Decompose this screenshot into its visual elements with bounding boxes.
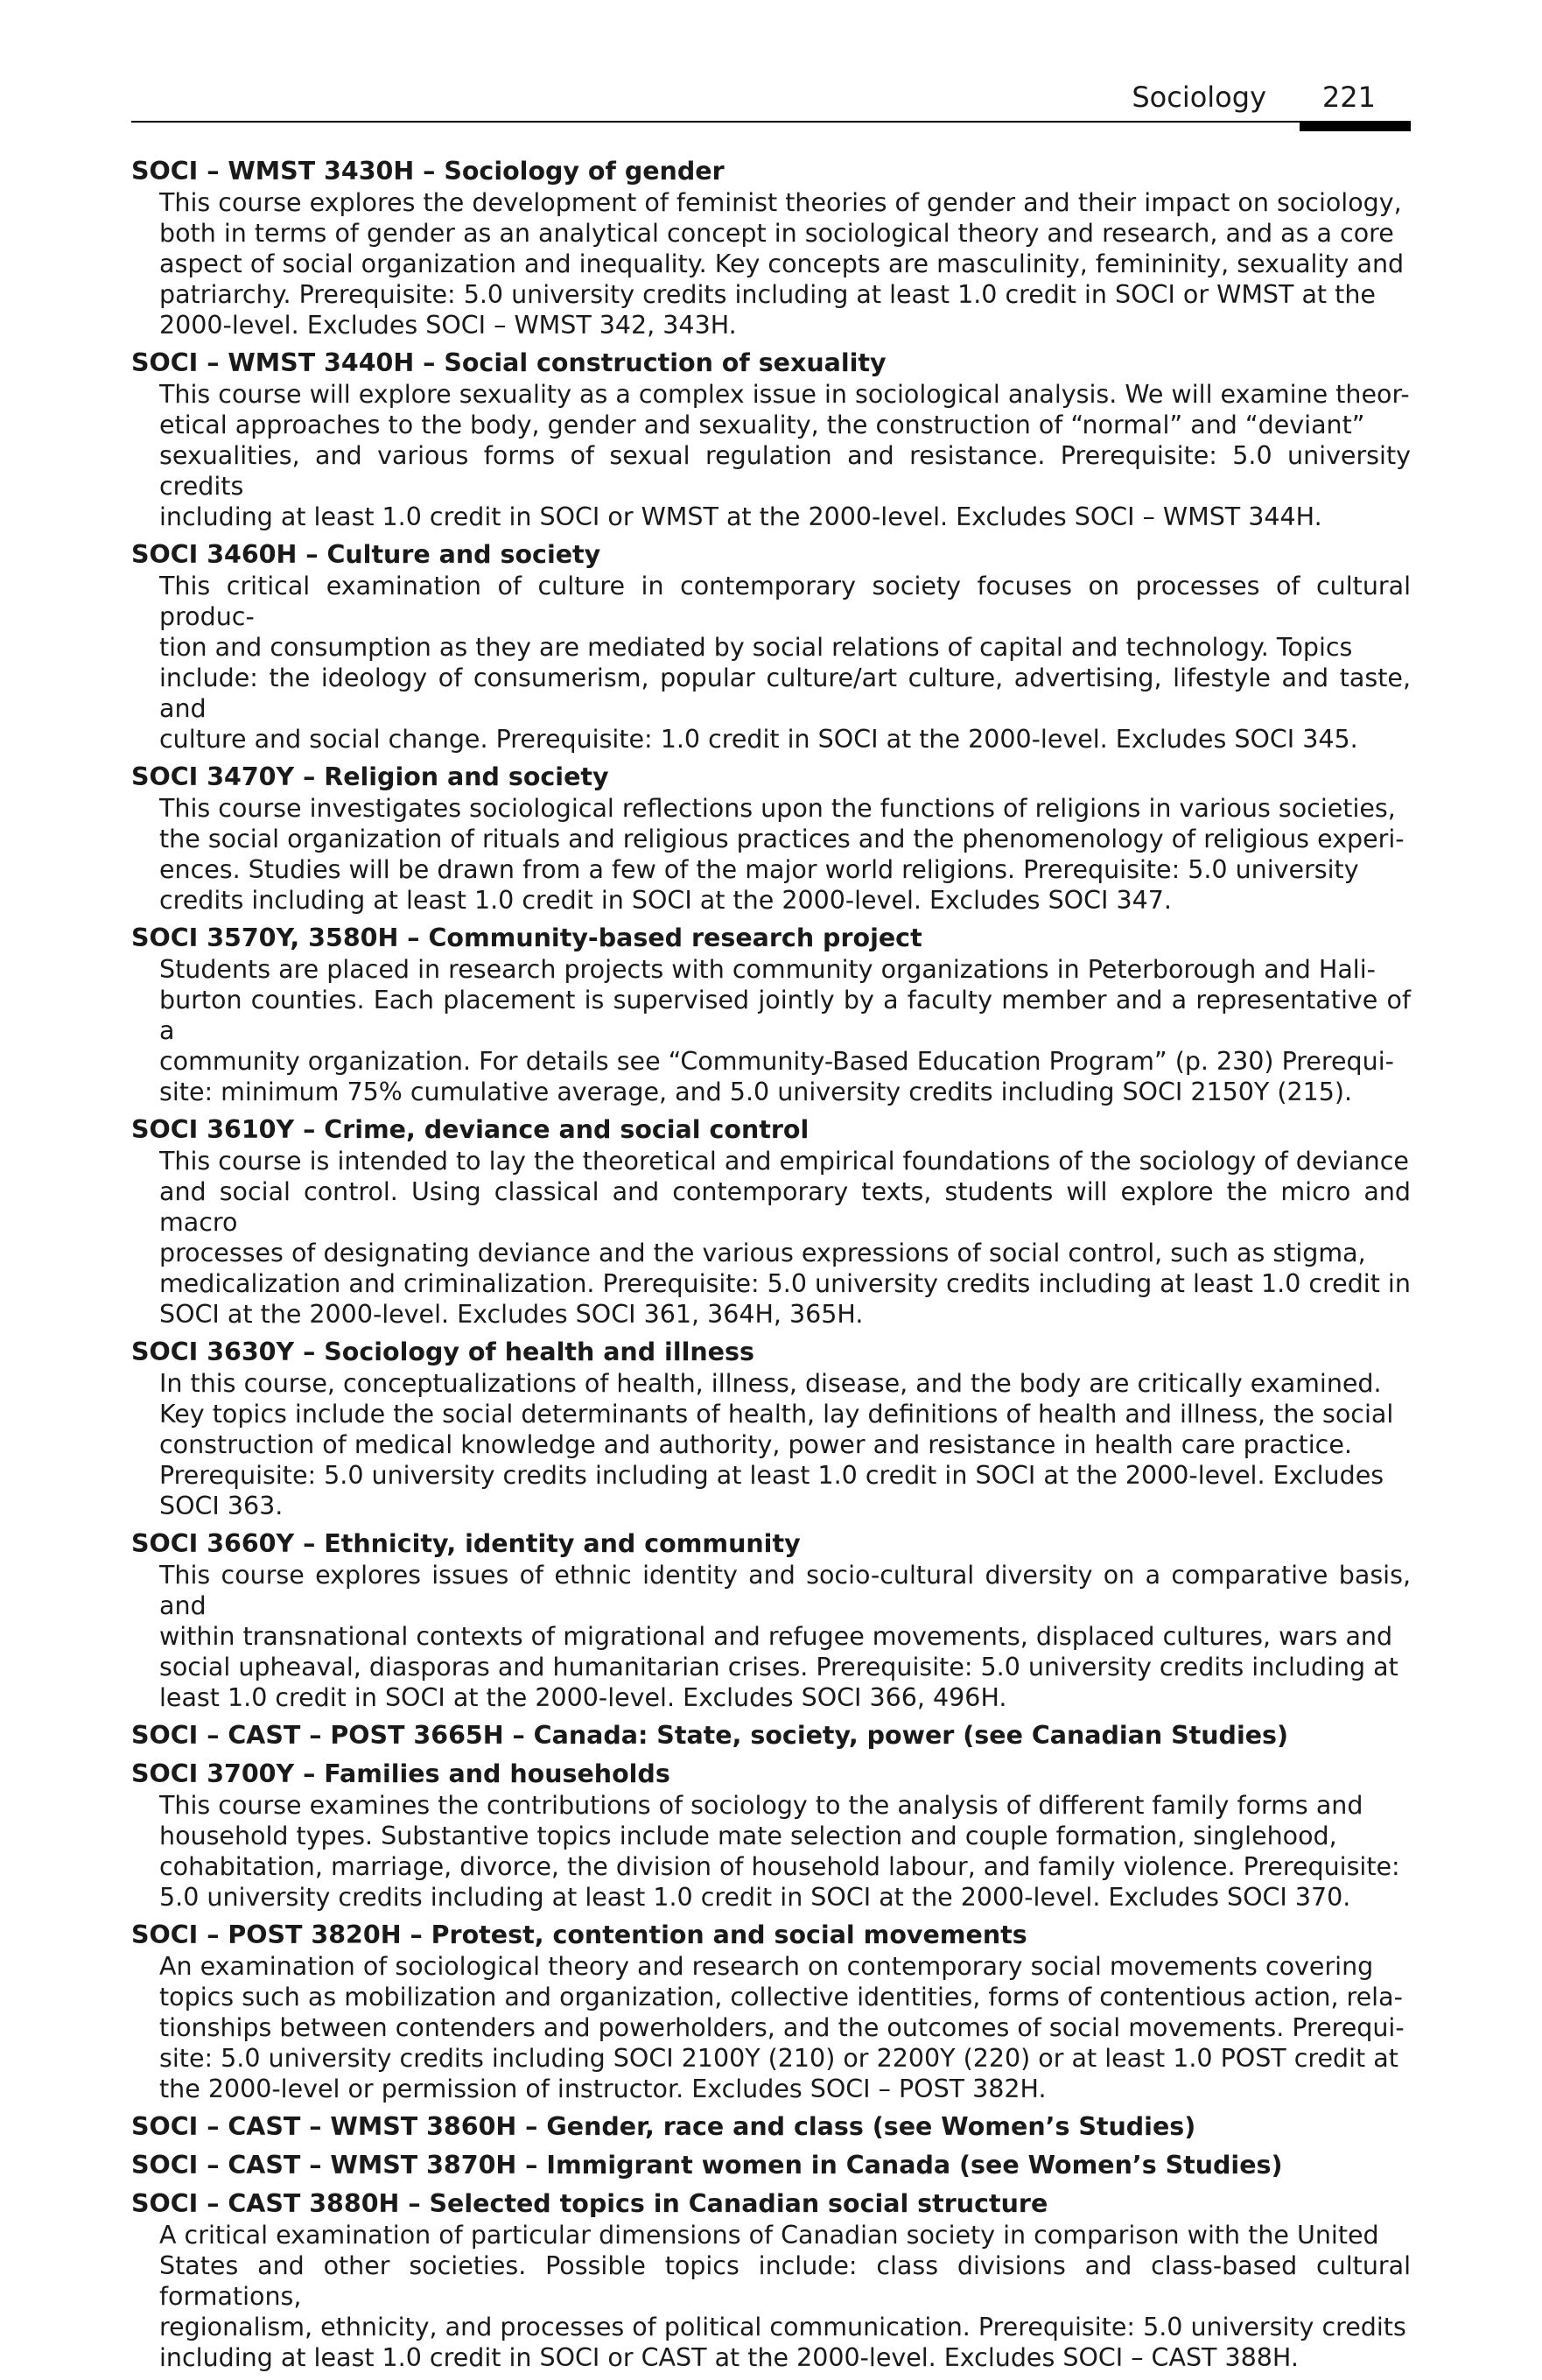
course-entry — [131, 539, 1411, 755]
header-tab-marker — [1300, 121, 1411, 131]
course-title: SOCI 3610Y – Crime, deviance and social control — [131, 1115, 810, 1144]
course-title: SOCI – WMST 3440H – Social construction of sexuality — [131, 348, 887, 377]
course-title: SOCI – CAST 3880H – Selected topics in Canadian social structure — [131, 2189, 1048, 2218]
course-entry — [131, 762, 1411, 916]
course-title: SOCI 3460H – Culture and society — [131, 540, 601, 569]
course-title: SOCI – CAST – POST 3665H – Canada: State, society, power (see Canadian Studies) — [131, 1721, 1289, 1750]
course-description: This course explores issues of ethnic identity and socio-cultural diversity on a comparative basis, and within transnational contexts of migrational and refugee movements, displaced cultures, wars and social upheaval, diasporas and humanitarian crises. Prerequisite: 5.0 university credits including at least 1.0 credit in SOCI at the 2000-level. Excludes SOCI 366, 496H. — [159, 1561, 1411, 1712]
course-entry — [131, 923, 1411, 1107]
course-entry — [131, 156, 1411, 341]
course-title: SOCI 3570Y, 3580H – Community-based research project — [131, 923, 922, 952]
course-description: This critical examination of culture in contemporary society focuses on processes of cultural produc- tion and consumption as they are mediated by social relations of capital and technology. Topics include: the ideology of consumerism, popular culture/art culture, advertising, lifestyle and taste, and culture and social change. Prerequisite: 1.0 credit in SOCI at the 2000-level. Excludes SOCI 345. — [159, 572, 1411, 754]
course-entry — [131, 1759, 1411, 1913]
course-description: A critical examination of particular dimensions of Canadian society in comparison with the United States and other societies. Possible topics include: class divisions and class-based cultural formations, regionalism, ethnicity, and processes of political communication. Prerequisite: 5.0 university credits including at least 1.0 credit in SOCI or CAST at the 2000-level. Excludes SOCI – CAST 388H. — [159, 2221, 1411, 2372]
course-entry — [131, 1114, 1411, 1330]
course-list — [131, 156, 1411, 2380]
course-title: SOCI 3470Y – Religion and society — [131, 762, 609, 791]
course-description: This course will explore sexuality as a complex issue in sociological analysis. We will examine theor- etical approaches to the body, gender and sexuality, the construction of “normal” and “deviant” sexualities, and various forms of sexual regulation and resistance. Prerequisite: 5.0 university credits including at least 1.0 credit in SOCI or WMST at the 2000-level. Excludes SOCI – WMST 344H. — [159, 380, 1411, 531]
course-title: SOCI 3660Y – Ethnicity, identity and community — [131, 1529, 801, 1558]
course-entry — [131, 2111, 1411, 2143]
course-title: SOCI – CAST – WMST 3870H – Immigrant women in Canada (see Women’s Studies) — [131, 2151, 1283, 2180]
course-entry — [131, 1720, 1411, 1752]
course-description: Students are placed in research projects with community organizations in Peterborough and Hali- burton counties. Each placement is supervised jointly by a faculty member and a representative of a community organization. For details see “Community-Based Education Program” (p. 230) Prerequi- site: minimum 75% cumulative average, and 5.0 university credits including SOCI 2150Y (215). — [159, 955, 1411, 1106]
course-entry — [131, 348, 1411, 532]
course-description: This course examines the contributions of sociology to the analysis of different family forms and household types. Substantive topics include mate selection and couple formation, singlehood, cohabitation, marriage, divorce, the division of household labour, and family violence. Prerequisite: 5.0 university credits including at least 1.0 credit in SOCI at the 2000-level. Excludes SOCI 370. — [159, 1791, 1400, 1912]
page-number: 221 — [1321, 81, 1376, 114]
course-entry — [131, 1337, 1411, 1521]
course-description: An examination of sociological theory and research on contemporary social movements covering topics such as mobilization and organization, collective identities, forms of contentious action, rela- tionships between contenders and powerholders, and the outcomes of social movements. Prerequi- site: 5.0 university credits including SOCI 2100Y (210) or 2200Y (220) or at least 1.0 POST credit at the 2000-level or permission of instructor. Excludes SOCI – POST 382H. — [159, 1952, 1405, 2103]
course-description: This course explores the development of feminist theories of gender and their impact on sociology, both in terms of gender as an analytical concept in sociological theory and research, and as a core aspect of social organization and inequality. Key concepts are masculinity, femininity, sexuality and patriarchy. Prerequisite: 5.0 university credits including at least 1.0 credit in SOCI or WMST at the 2000-level. Excludes SOCI – WMST 342, 343H. — [159, 188, 1405, 340]
course-description: This course is intended to lay the theoretical and empirical foundations of the sociology of deviance and social control. Using classical and contemporary texts, students will explore the micro and macro processes of designating deviance and the various expressions of social control, such as stigma, medicalization and criminalization. Prerequisite: 5.0 university credits including at least 1.0 credit in SOCI at the 2000-level. Excludes SOCI 361, 364H, 365H. — [159, 1147, 1411, 1329]
course-entry — [131, 2150, 1411, 2181]
course-entry — [131, 1528, 1411, 1713]
section-title: Sociology — [1132, 81, 1266, 114]
course-title: SOCI 3630Y – Sociology of health and illness — [131, 1337, 754, 1366]
course-description: This course investigates sociological reflections upon the functions of religions in various societies, the social organization of rituals and religious practices and the phenomenology of religious experi- ences. Studies will be drawn from a few of the major world religions. Prerequisite: 5.0 university credits including at least 1.0 credit in SOCI at the 2000-level. Excludes SOCI 347. — [159, 794, 1405, 915]
course-entry — [131, 1920, 1411, 2104]
course-title: SOCI – POST 3820H – Protest, contention and social movements — [131, 1920, 1027, 1949]
course-title: SOCI – WMST 3430H – Sociology of gender — [131, 157, 725, 186]
course-title: SOCI – CAST – WMST 3860H – Gender, race and class (see Women’s Studies) — [131, 2112, 1196, 2141]
course-title: SOCI 3700Y – Families and households — [131, 1759, 670, 1788]
course-entry — [131, 2188, 1411, 2373]
page-header — [131, 81, 1411, 124]
header-rule — [131, 121, 1348, 123]
course-description: In this course, conceptualizations of health, illness, disease, and the body are critically examined. Key topics include the social determinants of health, lay definitions of health and illness, the social construction of medical knowledge and authority, power and resistance in health care practice. Prerequisite: 5.0 university credits including at least 1.0 credit in SOCI at the 2000-level. Excludes SOCI 363. — [159, 1369, 1394, 1520]
